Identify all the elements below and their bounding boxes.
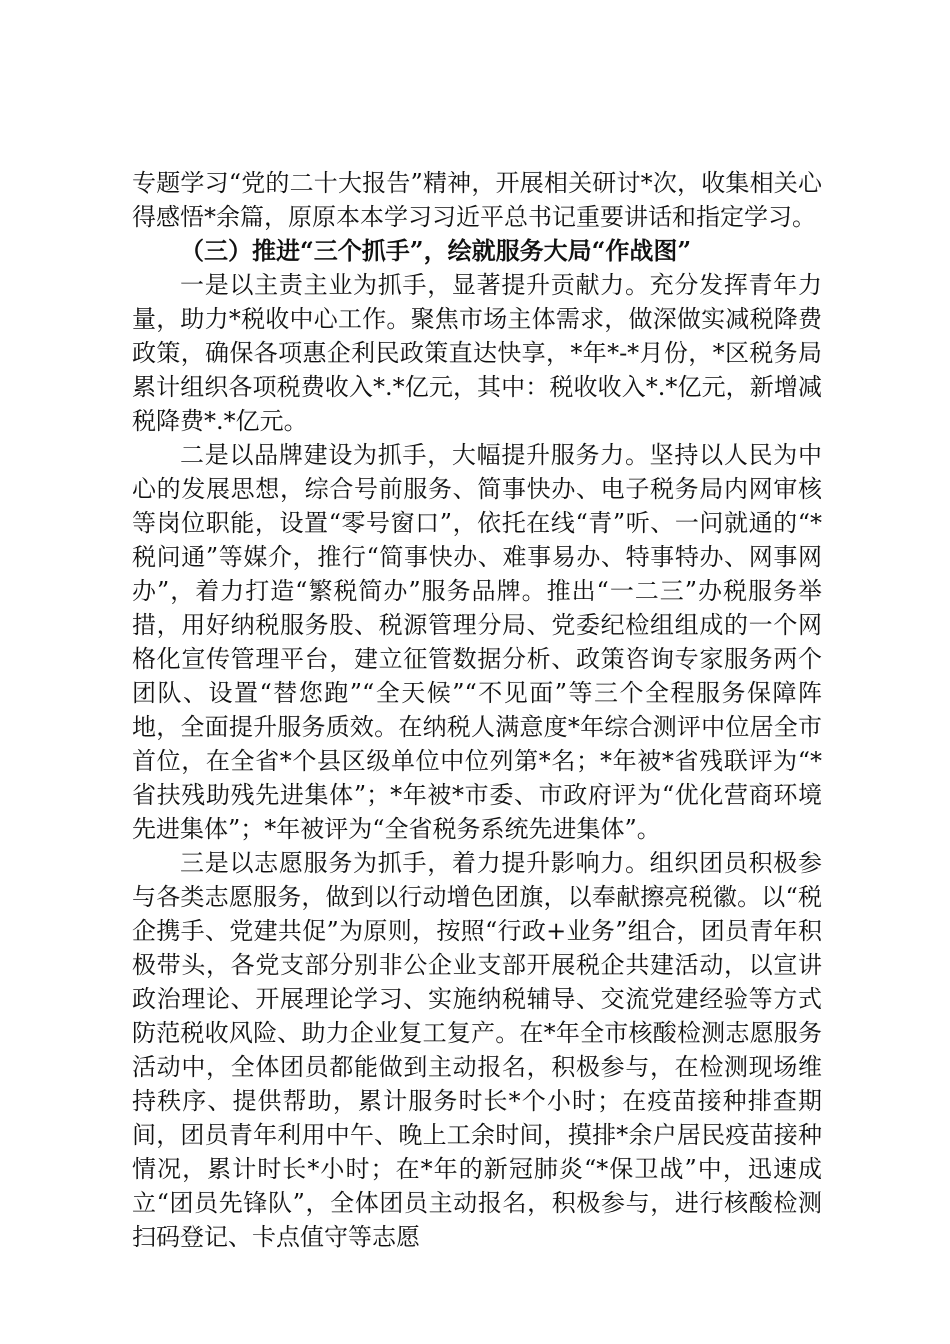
paragraph-point-two: 二是以品牌建设为抓手，大幅提升服务力。坚持以人民为中心的发展思想，综合号前服务、简事快办、电子税务局内网审核等岗位职能，设置“零号窗口”，依托在线“青”听、一问就通的“*税问通”等媒介，推行“简事快办、难事易办、特事特办、网事网办”，着力打造“繁税简办”服务品牌。推出“一二三”办税服务举措，用好纳税服务股、税源管理分局、党委纪检组组成的一个网格化宣传管理平台，建立征管数据分析、政策咨询专家服务两个团队、设置“替您跑”“全天候”“不见面”等三个全程服务保障阵地，全面提升服务质效。在纳税人满意度*年综合测评中位居全市首位，在全省*个县区级单位中位列第*名；*年被*省残联评为“*省扶残助残先进集体”；*年被*市委、市政府评为“优化营商环境先进集体”；*年被评为“全省税务系统先进集体”。 [132,441,822,843]
paragraph-point-one: 一是以主责主业为抓手，显著提升贡献力。充分发挥青年力量，助力*税收中心工作。聚焦市场主体需求，做深做实减税降费政策，确保各项惠企利民政策直达快享，*年*-*月份，*区税务局累计组织各项税费收入*.*亿元，其中：税收收入*.*亿元，新增减税降费*.*亿元。 [132,271,822,435]
document-body [132,166,822,1254]
paragraph-point-three: 三是以志愿服务为抓手，着力提升影响力。组织团员积极参与各类志愿服务，做到以行动增色团旗，以奉献擦亮税徽。以“税企携手、党建共促”为原则，按照“行政+业务”组合，团员青年积极带头，各党支部分别非公企业支部开展税企共建活动，以宣讲政治理论、开展理论学习、实施纳税辅导、交流党建经验等方式防范税收风险、助力企业复工复产。在*年全市核酸检测志愿服务活动中，全体团员都能做到主动报名，积极参与，在检测现场维持秩序、提供帮助，累计服务时长*个小时；在疫苗接种排查期间，团员青年利用中午、晚上工余时间，摸排*余户居民疫苗接种情况，累计时长*小时；在*年的新冠肺炎“*保卫战”中，迅速成立“团员先锋队”，全体团员主动报名，积极参与，进行核酸检测扫码登记、卡点值守等志愿 [132,849,822,1251]
section-heading: （三）推进“三个抓手”，绘就服务大局“作战图” [180,236,692,265]
paragraph-continuation: 专题学习“党的二十大报告”精神，开展相关研讨*次，收集相关心得感悟*余篇，原原本本学习习近平总书记重要讲话和指定学习。 [132,169,822,231]
